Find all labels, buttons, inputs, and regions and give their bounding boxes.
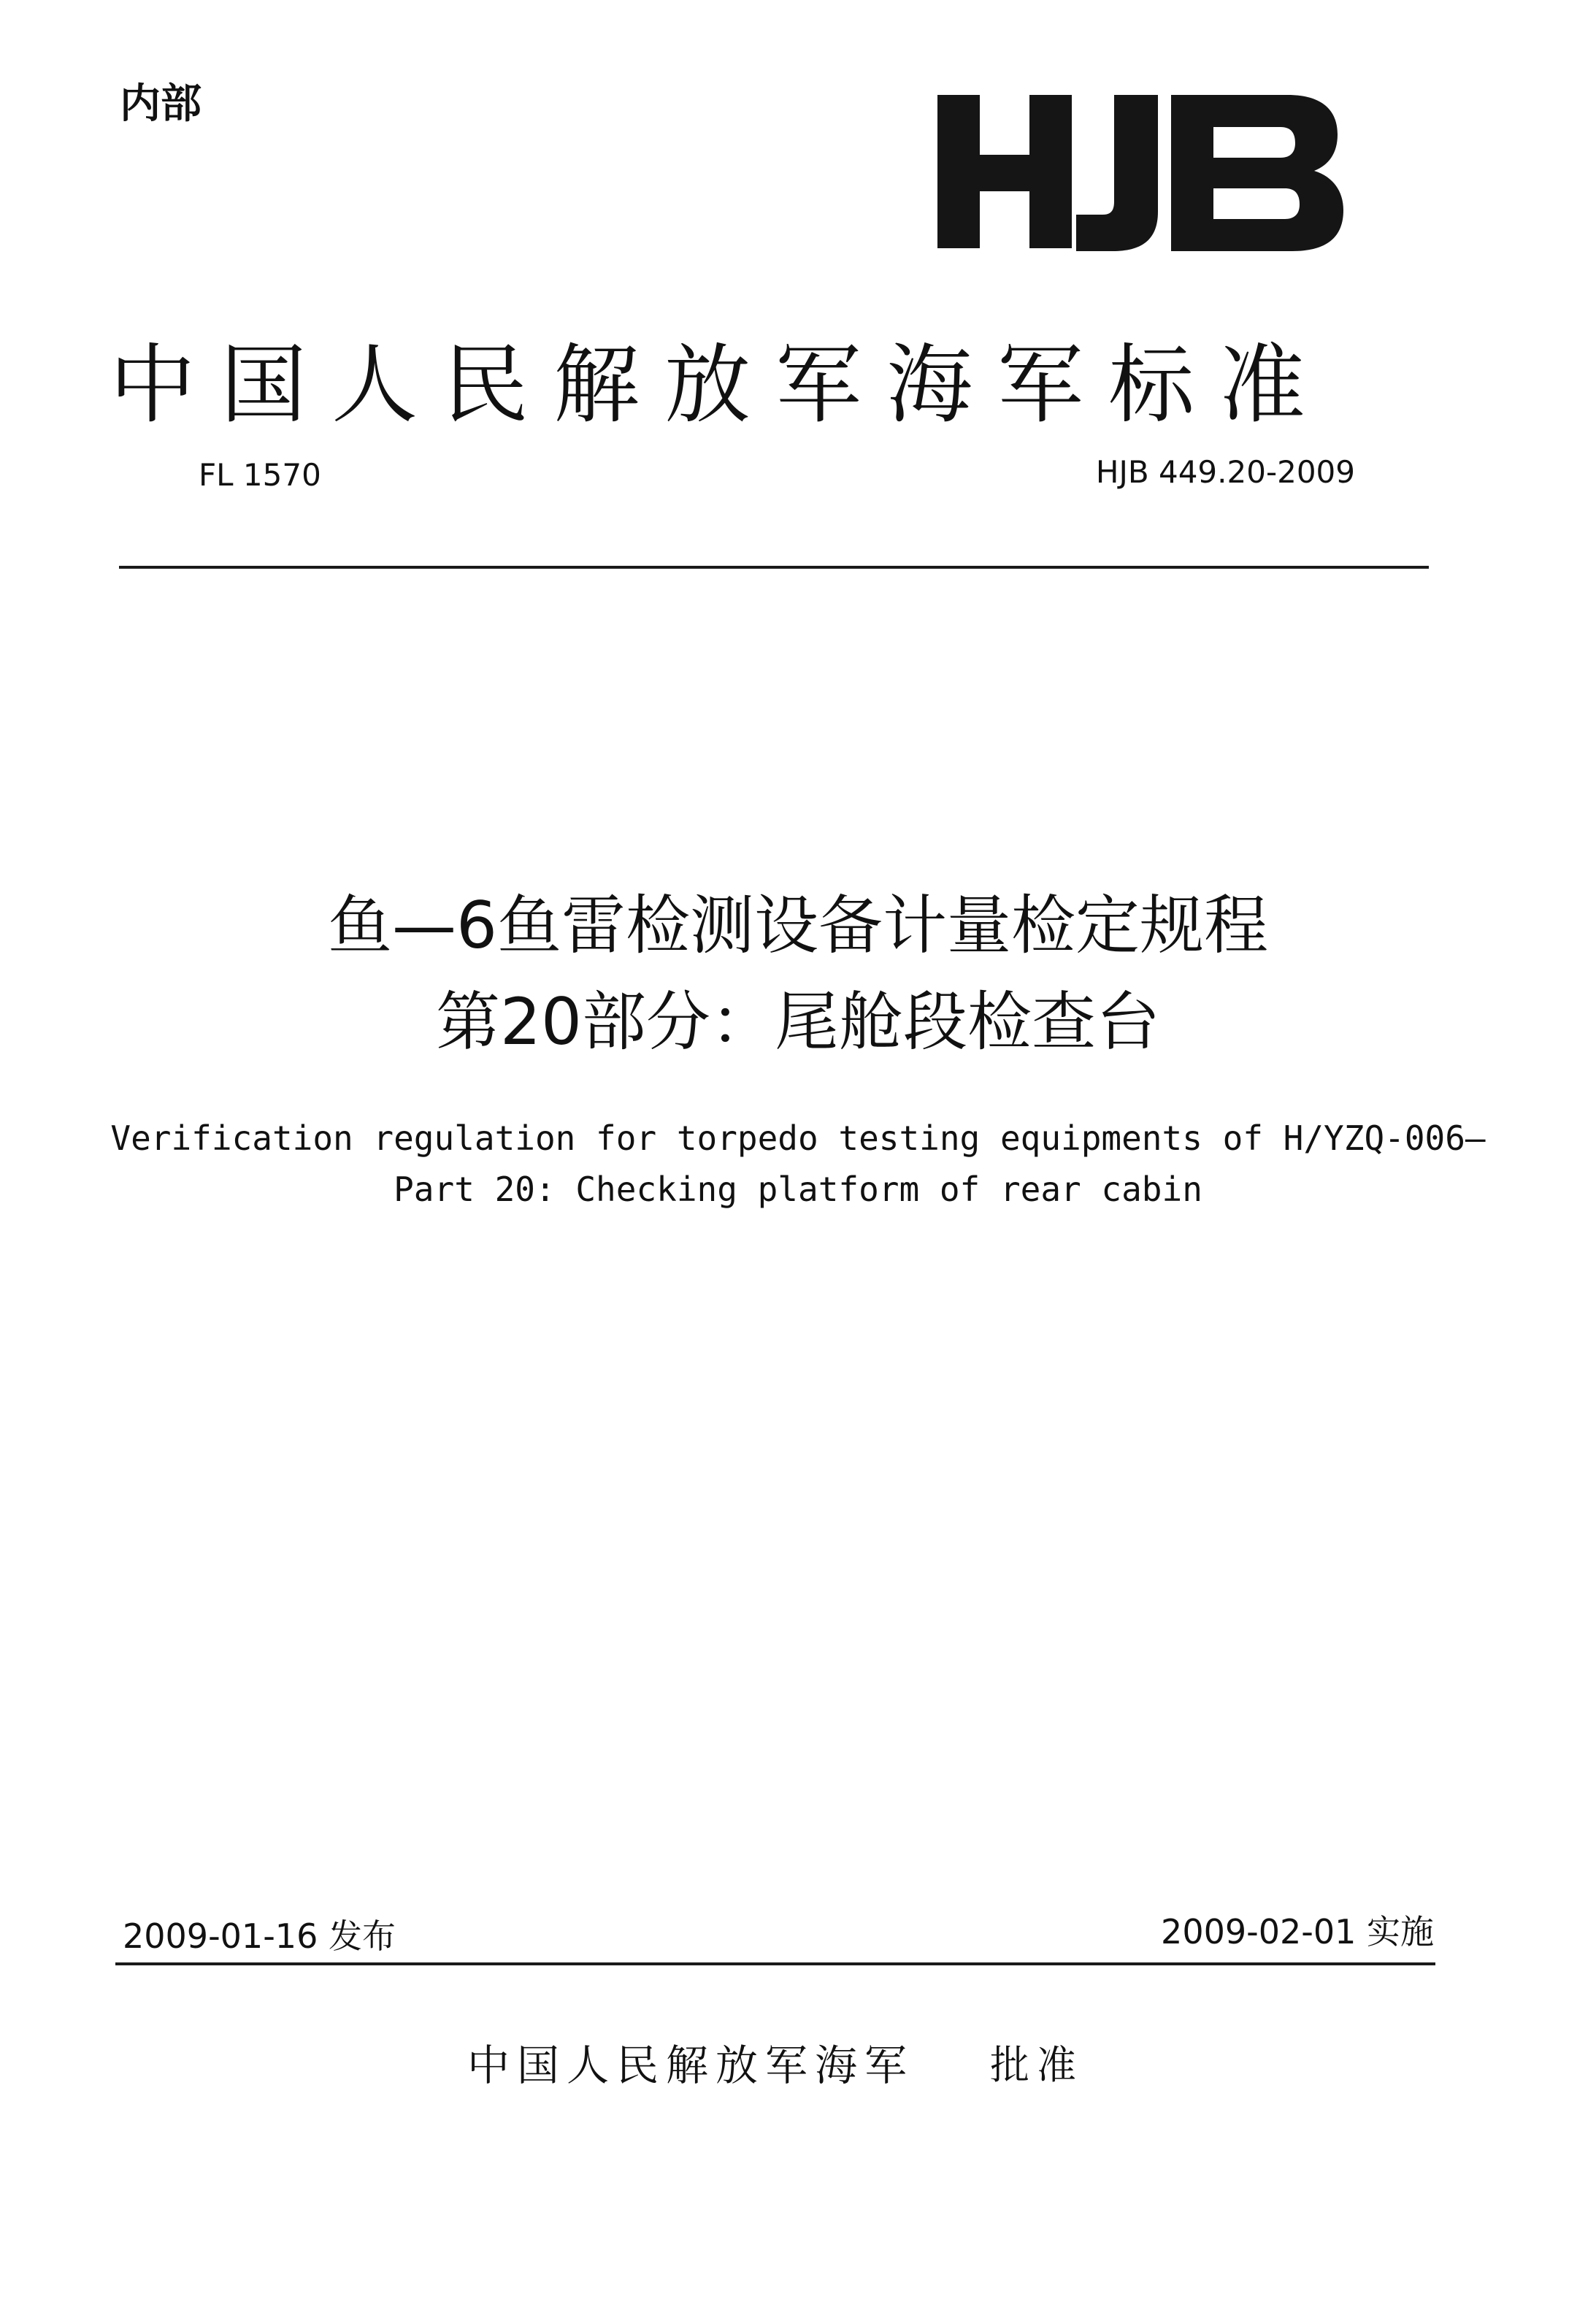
organization-title: 中国人民解放军海军标准 xyxy=(110,334,1331,435)
issue-date: 2009-01-16 发布 xyxy=(123,1916,396,1956)
title-chinese-line-2: 第20部分：尾舱段检查台 xyxy=(436,984,1160,1059)
classification-code: FL 1570 xyxy=(199,457,321,493)
classification-label: 内部 xyxy=(120,80,202,128)
approving-authority: 中国人民解放军海军 xyxy=(467,2041,915,2090)
title-english-line-2: Part 20: Checking platform of rear cabin xyxy=(394,1170,1202,1209)
standard-number: HJB 449.20-2009 xyxy=(1095,454,1355,490)
hjb-logo xyxy=(937,95,1343,256)
footer-divider xyxy=(115,1962,1435,1965)
title-english-line-1: Verification regulation for torpedo testing equipments of H/YZQ-006— xyxy=(110,1118,1486,1158)
implementation-date: 2009-02-01 实施 xyxy=(1161,1912,1434,1951)
title-chinese-line-1: 鱼—6鱼雷检测设备计量检定规程 xyxy=(328,888,1268,963)
approval-label: 批准 xyxy=(990,2042,1083,2088)
header-divider xyxy=(119,566,1429,569)
